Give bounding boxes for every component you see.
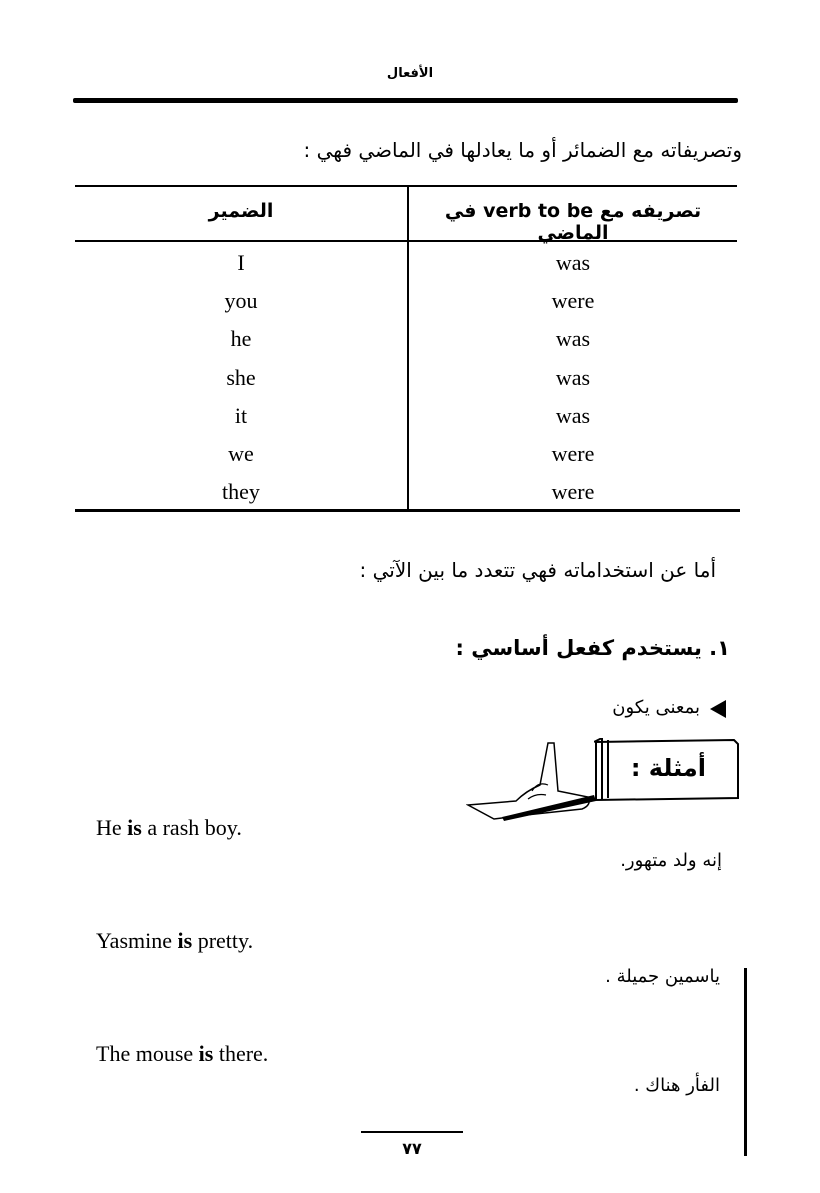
example-2-arabic: ياسمين جميلة .	[605, 966, 720, 987]
page-number: ٧٧	[402, 1139, 422, 1158]
example-1-arabic: إنه ولد متهور.	[620, 850, 722, 871]
table-header-pronoun: الضمير	[208, 200, 274, 222]
table-body	[0, 250, 820, 510]
table-cell-verb: were	[551, 441, 595, 466]
table-cell-pronoun: you	[224, 288, 258, 314]
meaning-text: بمعنى يكون	[612, 697, 700, 718]
table-cell-pronoun: it	[234, 402, 248, 428]
table-header-conjugation: تصريفه مع verb to be في الماضي	[444, 200, 702, 244]
usage-intro: أما عن استخداماته فهي تتعدد ما بين الآتي :	[359, 558, 716, 582]
triangle-bullet-icon	[710, 700, 726, 718]
examples-banner	[594, 738, 740, 802]
table-cell-verb: was	[555, 326, 591, 352]
example-2-english: Yasmine is pretty.	[96, 928, 254, 953]
pointing-hand-icon	[466, 735, 606, 825]
margin-line	[744, 968, 747, 1156]
table-top-rule	[75, 185, 737, 187]
table-cell-pronoun: she	[226, 364, 256, 390]
table-cell-verb: were	[551, 288, 595, 314]
table-cell-verb: were	[551, 479, 595, 505]
example-3-arabic: الفأر هناك .	[633, 1075, 720, 1096]
table-cell-pronoun: they	[222, 479, 260, 505]
table-cell-verb: was	[555, 402, 591, 428]
intro-paragraph: وتصريفاته مع الضمائر أو ما يعادلها في الماضي فهي :	[303, 138, 742, 162]
example-3-english: The mouse is there.	[96, 1041, 269, 1066]
table-cell-verb: was	[555, 250, 591, 275]
footer-rule	[361, 1131, 463, 1133]
header-rule	[73, 98, 738, 103]
table-cell-pronoun: he	[230, 326, 252, 352]
examples-label: أمثلة :	[630, 754, 706, 782]
table-cell-pronoun: we	[228, 441, 254, 466]
table-cell-pronoun: I	[237, 250, 245, 275]
example-1-english: He is a rash boy.	[96, 815, 242, 840]
table-cell-verb: was	[555, 364, 591, 390]
point-1-heading: ١. يستخدم كفعل أساسي :	[455, 636, 730, 660]
running-header: الأفعال	[386, 66, 434, 81]
